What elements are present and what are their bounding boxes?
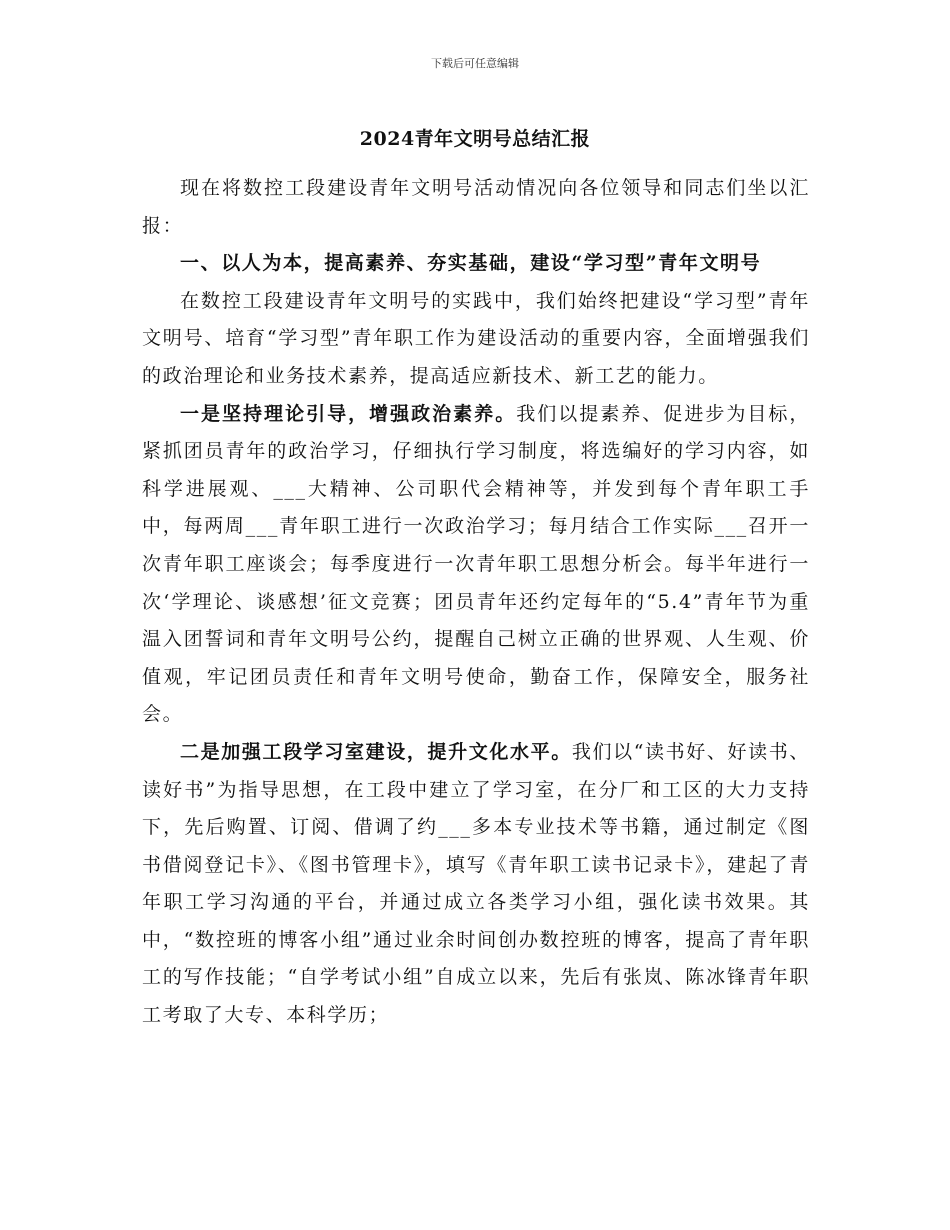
section-heading-text: 一、以人为本，提高素养、夯实基础，建设“学习型”青年文明号 [180,252,762,275]
paragraph-text: 我们以提素养、促进步为目标，紧抓团员青年的政治学习，仔细执行学习制度，将选编好的学习内容，如科学进展观、___大精神、公司职代会精神等，并发到每个青年职工手中，每两周___青年职工进行一次政治学习；每月结合工作实际___召开一次青年职工座谈会；每季度进行一次青年职工思想分析会。每半年进行一次‘学理论、谈感想’征文竞赛；团员青年还约定每年的“5.4”青年节为重温入团誓词和青年文明号公约，提醒自己树立正确的世界观、人生观、价值观，牢记团员责任和青年文明号使命，勤奋工作，保障安全，服务社会。 [142,402,810,726]
point-2-paragraph [142,734,810,1035]
document-title: 2024青年文明号总结汇报 [359,128,591,150]
point-2-lead: 二是加强工段学习室建设，提升文化水平。 [180,740,572,763]
point-1-lead: 一是坚持理论引导，增强政治素养。 [180,402,517,425]
paragraph-text: 我们以“读书好、好读书、读好书”为指导思想，在工段中建立了学习室，在分厂和工区的大力支持下，先后购置、订阅、借调了约___多本专业技术等书籍，通过制定《图书借阅登记卡》、《图书管理卡》，填写《青年职工读书记录卡》，建起了青年职工学习沟通的平台，并通过成立各类学习小组，强化读书效果。其中，“数控班的博客小组”通过业余时间创办数控班的博客，提高了青年职工的写作技能；“自学考试小组”自成立以来，先后有张岚、陈冰锋青年职工考取了大专、本科学历； [142,740,810,1027]
paragraph-text: 现在将数控工段建设青年文明号活动情况向各位领导和同志们坐以汇报： [142,177,810,237]
section-heading-1 [142,245,810,283]
header-note: 下载后可任意编辑 [431,57,519,70]
point-1-paragraph [142,396,810,734]
paragraph-text: 在数控工段建设青年文明号的实践中，我们始终把建设“学习型”青年文明号、培育“学习型”青年职工作为建设活动的重要内容，全面增强我们的政治理论和业务技术素养，提高适应新技术、新工艺的能力。 [142,289,810,387]
section-1-paragraph [142,283,810,396]
intro-paragraph [142,170,810,245]
document-body [142,170,810,1035]
